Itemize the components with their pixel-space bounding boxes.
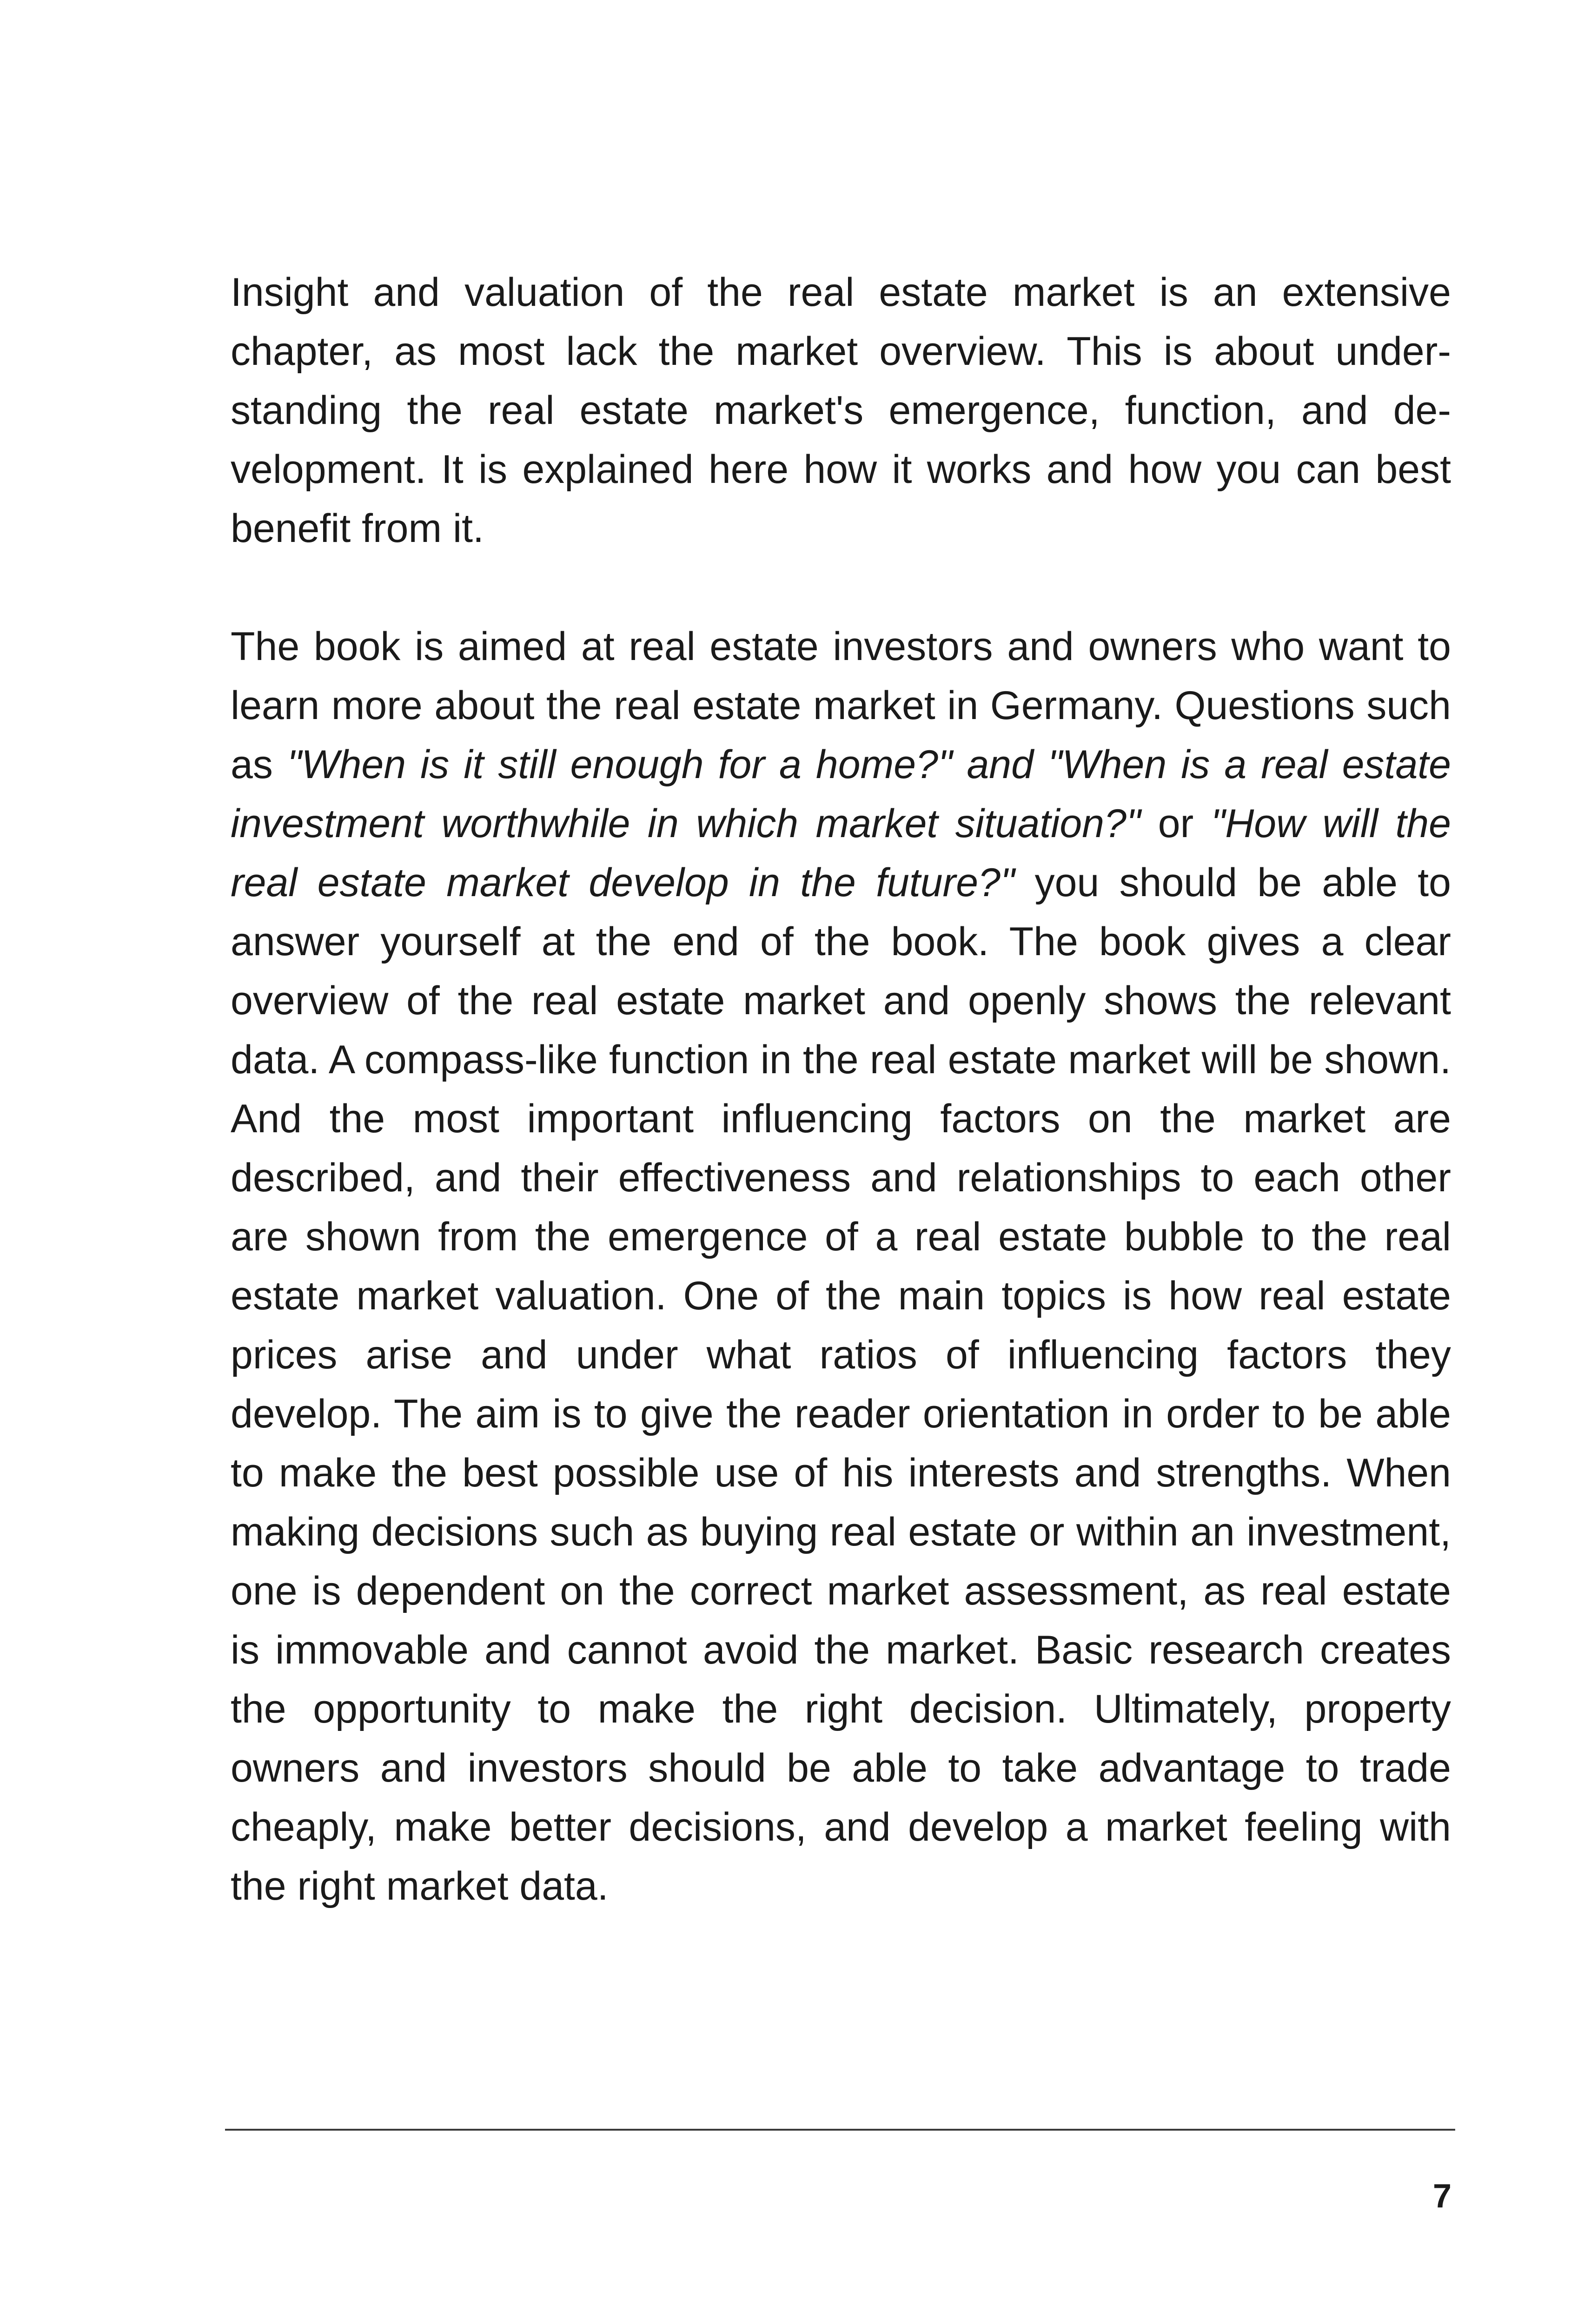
body-text [231,263,1451,1916]
page-number: 7 [1432,2178,1451,2215]
question-quote-2: "How will the real estate market develop in the future?" [231,801,1451,905]
intro-paragraph: Insight and valuation of the real estate market is an extensive chapter, as most lack the market overview. This is about understanding the real estate market's emergence, function, and development. It is explained here how it works and how you can best benefit from it. [231,270,1451,551]
main-paragraph [231,617,1451,1916]
main-paragraph-part1: The book is aimed at real estate investors and owners who want to learn more about the real estate market in Germany. Questions such as [231,624,1451,787]
main-paragraph-part2: or [1140,801,1211,846]
main-paragraph-part3: you should be able to answer yourself at the end of the book. The book gives a clear overview of the real estate market and openly shows the relevant data. A compass-like function in the real estate market will be shown. And the most important influencing factors on the market are described, and their effectiveness and relationships to each other are shown from the emergence of a real estate bubble to the real estate market valuation. One of the main topics is how real estate prices arise and under what ratios of influencing factors they develop. The aim is to give the reader orientation in order to be able to make the best possible use of his interests and strengths. When making decisions such as buying real estate or within an investment, one is dependent on the correct market assessment, as real estate is immovable and cannot avoid the market. Basic research creates the opportunity to make the right decision. Ultimately, property owners and investors should be able to take advantage to trade cheaply, make better decisions, and develop a market feeling with the right market data. [231,860,1451,1908]
footer-divider [225,2129,1455,2131]
question-quote-1: "When is it still enough for a home?" and "When is a real estate investment worthwhile in which market situation?" [231,742,1451,846]
